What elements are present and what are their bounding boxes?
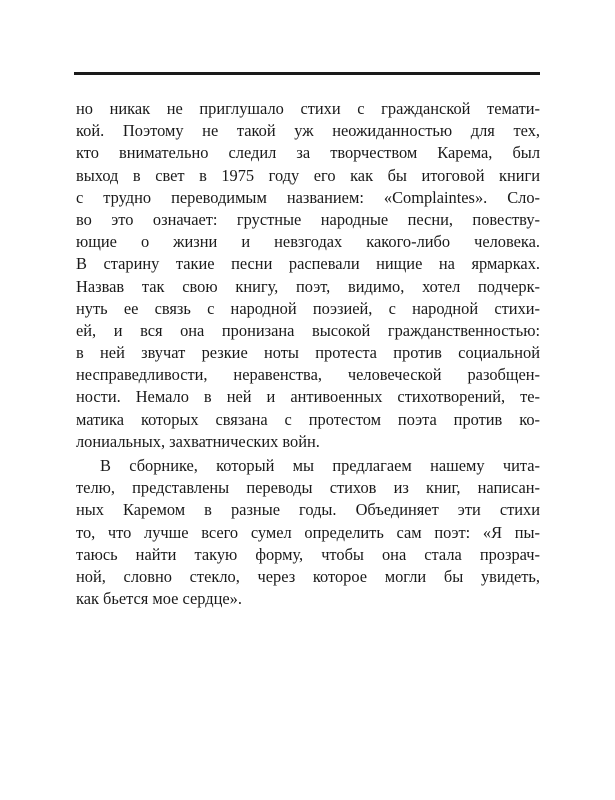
text-line: во это означает: грустные народные песни, повеству-	[76, 209, 540, 229]
text-line: как бьется мое сердце».	[76, 589, 242, 609]
text-line: ющие о жизни и невзгодах какого-либо человека.	[76, 232, 540, 252]
text-line: Назвав так свою книгу, поэт, видимо, хотел подчерк-	[76, 276, 540, 296]
text-line: в ней звучат резкие ноты протеста против социальной	[76, 343, 540, 363]
paragraph-1	[76, 98, 540, 453]
text-line: ных Каремом в разные годы. Объединяет эти стихи	[76, 500, 540, 520]
text-line: кто внимательно следил за творчеством Карема, был	[76, 143, 540, 163]
text-line: то, что лучше всего сумел определить сам поэт: «Я пы-	[76, 522, 540, 542]
text-line: несправедливости, неравенства, человеческой разобщен-	[76, 365, 540, 385]
text-line: лониальных, захватнических войн.	[76, 431, 320, 451]
text-line: ности. Немало в ней и антивоенных стихотворений, те-	[76, 387, 540, 407]
text-line: но никак не приглушало стихи с гражданской темати-	[76, 99, 540, 118]
text-line: В сборнике, который мы предлагаем нашему чита-	[100, 456, 540, 475]
text-line: выход в свет в 1975 году его как бы итоговой книги	[76, 165, 540, 185]
paragraph-2	[76, 455, 540, 610]
text-line: матика которых связана с протестом поэта против ко-	[76, 409, 540, 429]
text-line: ей, и вся она пронизана высокой гражданственностью:	[76, 320, 540, 340]
text-line: телю, представлены переводы стихов из книг, написан-	[76, 478, 540, 498]
text-line: ной, словно стекло, через которое могли бы увидеть,	[76, 566, 540, 586]
text-line: В старину такие песни распевали нищие на ярмарках.	[76, 254, 540, 274]
text-line: нуть ее связь с народной поэзией, с народной стихи-	[76, 298, 540, 318]
header-rule	[74, 72, 540, 75]
body-text	[76, 98, 540, 610]
text-line: с трудно переводимым названием: «Complaintes». Сло-	[76, 187, 540, 207]
text-line: кой. Поэтому не такой уж неожиданностью для тех,	[76, 121, 540, 141]
text-line: таюсь найти такую форму, чтобы она стала прозрач-	[76, 544, 540, 564]
